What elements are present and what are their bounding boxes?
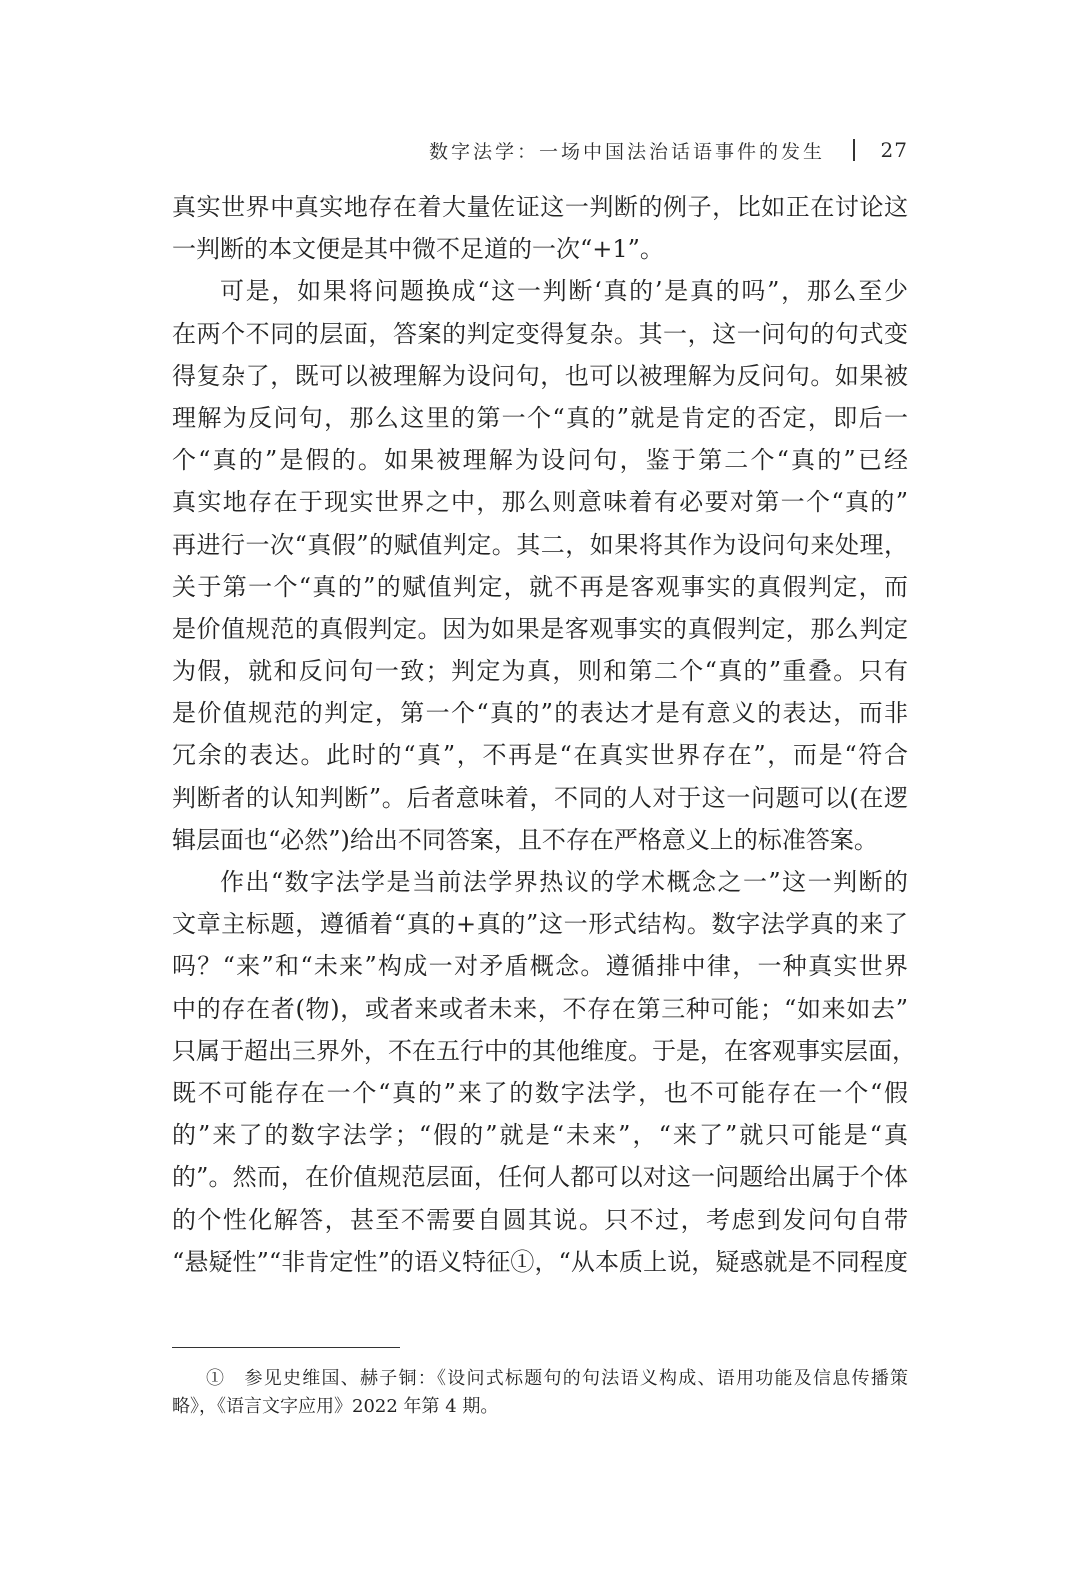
body-line: 在两个不同的层面，答案的判定变得复杂。其一，这一问句的句式变: [172, 319, 908, 348]
body-line: 吗？“来”和“未来”构成一对矛盾概念。遵循排中律，一种真实世界: [172, 952, 908, 981]
body-line: 文章主标题，遵循着“真的+真的”这一形式结构。数字法学真的来了: [172, 910, 908, 939]
footnote-rule: [172, 1347, 400, 1348]
body-line: 得复杂了，既可以被理解为设问句，也可以被理解为反问句。如果被: [172, 361, 908, 390]
body-line: 再进行一次“真假”的赋值判定。其二，如果将其作为设问句来处理，: [172, 530, 908, 559]
body-line: 的个性化解答，甚至不需要自圆其说。只不过，考虑到发问句自带: [172, 1205, 908, 1234]
footnote: [172, 1365, 908, 1421]
body-line: 个“真的”是假的。如果被理解为设问句，鉴于第二个“真的”已经: [172, 446, 908, 475]
body-line: 真实世界中真实地存在着大量佐证这一判断的例子，比如正在讨论这: [172, 193, 908, 221]
body-line: 关于第一个“真的”的赋值判定，就不再是客观事实的真假判定，而: [172, 572, 908, 601]
body-line: 作出“数字法学是当前法学界热议的学术概念之一”这一判断的: [220, 868, 908, 896]
body-line: 一判断的本文便是其中微不足道的一次“+1”。: [172, 235, 664, 264]
page-number: 27: [880, 138, 908, 162]
body-text: [172, 186, 916, 1283]
footnote-line: ① 参见史维国、赫子铜：《设问式标题句的句法语义构成、语用功能及信息传播策: [206, 1368, 908, 1389]
body-line: 冗余的表达。此时的“真”，不再是“在真实世界存在”，而是“符合: [172, 741, 908, 770]
footnote-line: 略》，《语言文字应用》2022 年第 4 期。: [172, 1396, 499, 1417]
body-line: 的”。然而，在价值规范层面，任何人都可以对这一问题给出属于个体: [172, 1163, 908, 1192]
running-head: [429, 134, 908, 166]
body-line: 只属于超出三界外，不在五行中的其他维度。于是，在客观事实层面，: [172, 1036, 916, 1065]
body-line: 判断者的认知判断”。后者意味着，不同的人对于这一问题可以(在逻: [172, 783, 908, 812]
body-line: 辑层面也“必然”)给出不同答案，且不存在严格意义上的标准答案。: [172, 825, 878, 854]
body-line: 既不可能存在一个“真的”来了的数字法学，也不可能存在一个“假: [172, 1078, 908, 1107]
body-line: “悬疑性”“非肯定性”的语义特征①，“从本质上说，疑惑就是不同程度: [172, 1247, 908, 1276]
body-line: 为假，就和反问句一致；判定为真，则和第二个“真的”重叠。只有: [172, 657, 908, 686]
body-line: 是价值规范的判定，第一个“真的”的表达才是有意义的表达，而非: [172, 699, 908, 728]
running-title: 数字法学：一场中国法治话语事件的发生: [429, 140, 826, 163]
body-line: 真实地存在于现实世界之中，那么则意味着有必要对第一个“真的”: [172, 488, 908, 517]
body-line: 理解为反问句，那么这里的第一个“真的”就是肯定的否定，即后一: [172, 403, 908, 432]
body-line: 是价值规范的真假判定。因为如果是客观事实的真假判定，那么判定: [172, 614, 908, 643]
body-line: 的”来了的数字法学；“假的”就是“未来”，“来了”就只可能是“真: [172, 1121, 908, 1150]
body-line: 中的存在者(物)，或者来或者未来，不存在第三种可能；“如来如去”: [172, 994, 908, 1023]
body-line: 可是，如果将问题换成“这一判断‘真的’是真的吗”，那么至少: [220, 277, 908, 306]
header-separator: [853, 139, 855, 161]
